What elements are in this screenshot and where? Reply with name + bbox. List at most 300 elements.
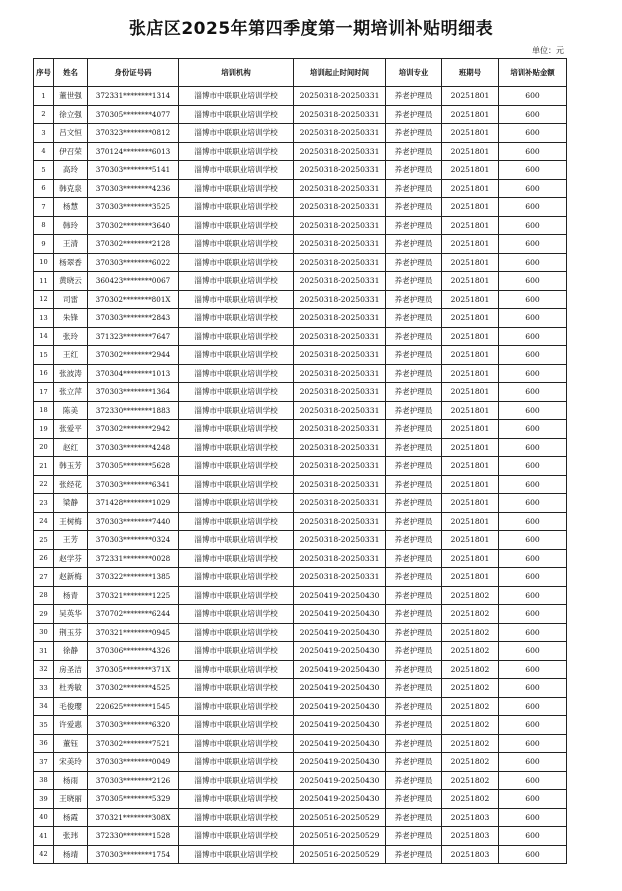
cell-period: 20250318-20250331 — [294, 87, 386, 106]
cell-class-number: 20251801 — [442, 383, 499, 402]
cell-index: 11 — [34, 272, 54, 291]
cell-institution: 淄博市中联职业培训学校 — [179, 346, 294, 365]
cell-period: 20250318-20250331 — [294, 346, 386, 365]
cell-major: 养老护理员 — [386, 401, 442, 420]
header-period: 培训起止时间时间 — [294, 59, 386, 87]
cell-institution: 淄博市中联职业培训学校 — [179, 642, 294, 661]
cell-major: 养老护理员 — [386, 531, 442, 550]
cell-amount: 600 — [499, 512, 567, 531]
cell-class-number: 20251801 — [442, 179, 499, 198]
cell-period: 20250318-20250331 — [294, 272, 386, 291]
table-row — [34, 438, 567, 457]
cell-name: 王晓丽 — [54, 790, 88, 809]
cell-name: 张立萍 — [54, 383, 88, 402]
subsidy-table — [33, 58, 567, 864]
cell-institution: 淄博市中联职业培训学校 — [179, 401, 294, 420]
page-title: 张店区2025年第四季度第一期培训补贴明细表 — [128, 19, 494, 39]
cell-institution: 淄博市中联职业培训学校 — [179, 124, 294, 143]
cell-amount: 600 — [499, 531, 567, 550]
cell-index: 36 — [34, 734, 54, 753]
cell-id-number: 370303********4248 — [88, 438, 179, 457]
cell-amount: 600 — [499, 420, 567, 439]
cell-institution: 淄博市中联职业培训学校 — [179, 142, 294, 161]
cell-name: 徐立强 — [54, 105, 88, 124]
cell-major: 养老护理员 — [386, 494, 442, 513]
cell-amount: 600 — [499, 605, 567, 624]
cell-name: 房圣洁 — [54, 660, 88, 679]
cell-class-number: 20251801 — [442, 364, 499, 383]
cell-institution: 淄博市中联职业培训学校 — [179, 494, 294, 513]
cell-major: 养老护理员 — [386, 142, 442, 161]
cell-amount: 600 — [499, 309, 567, 328]
cell-id-number: 360423********0067 — [88, 272, 179, 291]
cell-name: 许爱惠 — [54, 716, 88, 735]
cell-index: 18 — [34, 401, 54, 420]
cell-id-number: 370302********2128 — [88, 235, 179, 254]
cell-institution: 淄博市中联职业培训学校 — [179, 179, 294, 198]
cell-amount: 600 — [499, 235, 567, 254]
cell-institution: 淄博市中联职业培训学校 — [179, 272, 294, 291]
cell-amount: 600 — [499, 198, 567, 217]
cell-amount: 600 — [499, 327, 567, 346]
cell-period: 20250419-20250430 — [294, 605, 386, 624]
cell-period: 20250318-20250331 — [294, 198, 386, 217]
cell-index: 16 — [34, 364, 54, 383]
cell-major: 养老护理员 — [386, 327, 442, 346]
cell-institution: 淄博市中联职业培训学校 — [179, 771, 294, 790]
cell-index: 10 — [34, 253, 54, 272]
cell-amount: 600 — [499, 142, 567, 161]
unit-label: 单位：元 — [532, 46, 564, 55]
cell-index: 34 — [34, 697, 54, 716]
cell-class-number: 20251801 — [442, 235, 499, 254]
cell-name: 董钰 — [54, 734, 88, 753]
table-row — [34, 716, 567, 735]
cell-id-number: 370702********6244 — [88, 605, 179, 624]
cell-amount: 600 — [499, 216, 567, 235]
table-row — [34, 605, 567, 624]
cell-period: 20250318-20250331 — [294, 568, 386, 587]
cell-class-number: 20251802 — [442, 605, 499, 624]
cell-index: 9 — [34, 235, 54, 254]
cell-institution: 淄博市中联职业培训学校 — [179, 87, 294, 106]
cell-index: 37 — [34, 753, 54, 772]
cell-index: 33 — [34, 679, 54, 698]
cell-id-number: 371428********1029 — [88, 494, 179, 513]
cell-amount: 600 — [499, 549, 567, 568]
table-row — [34, 623, 567, 642]
cell-name: 王清 — [54, 235, 88, 254]
cell-index: 28 — [34, 586, 54, 605]
table-row — [34, 827, 567, 846]
cell-class-number: 20251802 — [442, 734, 499, 753]
cell-institution: 淄博市中联职业培训学校 — [179, 290, 294, 309]
table-row — [34, 124, 567, 143]
cell-index: 15 — [34, 346, 54, 365]
cell-class-number: 20251801 — [442, 549, 499, 568]
cell-class-number: 20251802 — [442, 623, 499, 642]
cell-id-number: 370303********1364 — [88, 383, 179, 402]
cell-major: 养老护理员 — [386, 808, 442, 827]
table-row — [34, 105, 567, 124]
cell-period: 20250419-20250430 — [294, 697, 386, 716]
cell-period: 20250318-20250331 — [294, 309, 386, 328]
cell-name: 梁静 — [54, 494, 88, 513]
table-row — [34, 179, 567, 198]
cell-index: 13 — [34, 309, 54, 328]
cell-amount: 600 — [499, 697, 567, 716]
cell-index: 32 — [34, 660, 54, 679]
cell-class-number: 20251801 — [442, 161, 499, 180]
cell-class-number: 20251802 — [442, 679, 499, 698]
cell-amount: 600 — [499, 771, 567, 790]
cell-index: 14 — [34, 327, 54, 346]
cell-amount: 600 — [499, 87, 567, 106]
table-row — [34, 512, 567, 531]
cell-name: 赵红 — [54, 438, 88, 457]
cell-major: 养老护理员 — [386, 309, 442, 328]
cell-index: 25 — [34, 531, 54, 550]
cell-period: 20250318-20250331 — [294, 327, 386, 346]
cell-institution: 淄博市中联职业培训学校 — [179, 383, 294, 402]
cell-institution: 淄博市中联职业培训学校 — [179, 309, 294, 328]
cell-id-number: 370305********5329 — [88, 790, 179, 809]
cell-amount: 600 — [499, 753, 567, 772]
table-row — [34, 87, 567, 106]
cell-major: 养老护理员 — [386, 660, 442, 679]
cell-major: 养老护理员 — [386, 272, 442, 291]
cell-class-number: 20251801 — [442, 475, 499, 494]
cell-class-number: 20251801 — [442, 124, 499, 143]
cell-index: 31 — [34, 642, 54, 661]
cell-id-number: 372330********1883 — [88, 401, 179, 420]
cell-amount: 600 — [499, 827, 567, 846]
cell-class-number: 20251801 — [442, 272, 499, 291]
cell-id-number: 370303********0049 — [88, 753, 179, 772]
cell-amount: 600 — [499, 475, 567, 494]
cell-major: 养老护理员 — [386, 475, 442, 494]
cell-period: 20250318-20250331 — [294, 420, 386, 439]
cell-class-number: 20251801 — [442, 142, 499, 161]
cell-class-number: 20251802 — [442, 716, 499, 735]
cell-class-number: 20251801 — [442, 512, 499, 531]
cell-period: 20250516-20250529 — [294, 808, 386, 827]
cell-institution: 淄博市中联职业培训学校 — [179, 549, 294, 568]
cell-class-number: 20251801 — [442, 290, 499, 309]
cell-index: 29 — [34, 605, 54, 624]
cell-amount: 600 — [499, 401, 567, 420]
cell-name: 赵新梅 — [54, 568, 88, 587]
cell-index: 38 — [34, 771, 54, 790]
cell-amount: 600 — [499, 438, 567, 457]
cell-class-number: 20251802 — [442, 697, 499, 716]
cell-class-number: 20251801 — [442, 346, 499, 365]
table-row — [34, 142, 567, 161]
table-row — [34, 253, 567, 272]
cell-class-number: 20251802 — [442, 790, 499, 809]
cell-institution: 淄博市中联职业培训学校 — [179, 216, 294, 235]
cell-amount: 600 — [499, 364, 567, 383]
header-index: 序号 — [34, 59, 54, 87]
cell-institution: 淄博市中联职业培训学校 — [179, 531, 294, 550]
cell-institution: 淄博市中联职业培训学校 — [179, 808, 294, 827]
cell-id-number: 370303********7440 — [88, 512, 179, 531]
cell-name: 吕文恒 — [54, 124, 88, 143]
cell-class-number: 20251803 — [442, 827, 499, 846]
cell-id-number: 372331********0028 — [88, 549, 179, 568]
cell-class-number: 20251801 — [442, 253, 499, 272]
cell-period: 20250516-20250529 — [294, 827, 386, 846]
cell-id-number: 371323********7647 — [88, 327, 179, 346]
cell-institution: 淄博市中联职业培训学校 — [179, 568, 294, 587]
cell-major: 养老护理员 — [386, 623, 442, 642]
cell-name: 毛俊璎 — [54, 697, 88, 716]
cell-id-number: 370302********2944 — [88, 346, 179, 365]
cell-name: 徐静 — [54, 642, 88, 661]
table-row — [34, 734, 567, 753]
cell-amount: 600 — [499, 346, 567, 365]
cell-institution: 淄博市中联职业培训学校 — [179, 790, 294, 809]
cell-institution: 淄博市中联职业培训学校 — [179, 623, 294, 642]
cell-id-number: 370303********2126 — [88, 771, 179, 790]
cell-index: 4 — [34, 142, 54, 161]
cell-period: 20250318-20250331 — [294, 549, 386, 568]
table-row — [34, 475, 567, 494]
cell-major: 养老护理员 — [386, 716, 442, 735]
cell-institution: 淄博市中联职业培训学校 — [179, 457, 294, 476]
cell-period: 20250318-20250331 — [294, 531, 386, 550]
cell-index: 12 — [34, 290, 54, 309]
table-row — [34, 290, 567, 309]
cell-institution: 淄博市中联职业培训学校 — [179, 364, 294, 383]
cell-index: 1 — [34, 87, 54, 106]
cell-major: 养老护理员 — [386, 568, 442, 587]
cell-institution: 淄博市中联职业培训学校 — [179, 512, 294, 531]
cell-institution: 淄博市中联职业培训学校 — [179, 660, 294, 679]
cell-id-number: 372330********1528 — [88, 827, 179, 846]
cell-major: 养老护理员 — [386, 105, 442, 124]
cell-period: 20250419-20250430 — [294, 623, 386, 642]
header-subsidy-amount: 培训补贴金额 — [499, 59, 567, 87]
cell-name: 杨慧 — [54, 198, 88, 217]
cell-index: 42 — [34, 845, 54, 864]
cell-class-number: 20251801 — [442, 401, 499, 420]
cell-class-number: 20251801 — [442, 420, 499, 439]
cell-major: 养老护理员 — [386, 790, 442, 809]
cell-institution: 淄博市中联职业培训学校 — [179, 827, 294, 846]
cell-amount: 600 — [499, 179, 567, 198]
table-row — [34, 161, 567, 180]
cell-period: 20250419-20250430 — [294, 771, 386, 790]
cell-amount: 600 — [499, 494, 567, 513]
cell-major: 养老护理员 — [386, 161, 442, 180]
cell-id-number: 370303********6341 — [88, 475, 179, 494]
cell-class-number: 20251801 — [442, 105, 499, 124]
cell-class-number: 20251801 — [442, 494, 499, 513]
cell-major: 养老护理员 — [386, 87, 442, 106]
cell-index: 24 — [34, 512, 54, 531]
cell-amount: 600 — [499, 124, 567, 143]
header-major: 培训专业 — [386, 59, 442, 87]
cell-period: 20250419-20250430 — [294, 642, 386, 661]
cell-institution: 淄博市中联职业培训学校 — [179, 327, 294, 346]
cell-period: 20250419-20250430 — [294, 716, 386, 735]
cell-period: 20250419-20250430 — [294, 790, 386, 809]
cell-index: 19 — [34, 420, 54, 439]
cell-amount: 600 — [499, 623, 567, 642]
cell-period: 20250318-20250331 — [294, 253, 386, 272]
table-row — [34, 568, 567, 587]
cell-name: 杨青 — [54, 586, 88, 605]
cell-id-number: 370303********3525 — [88, 198, 179, 217]
cell-major: 养老护理员 — [386, 642, 442, 661]
cell-index: 20 — [34, 438, 54, 457]
table-row — [34, 235, 567, 254]
cell-major: 养老护理员 — [386, 827, 442, 846]
cell-period: 20250318-20250331 — [294, 494, 386, 513]
cell-id-number: 370302********4525 — [88, 679, 179, 698]
table-row — [34, 198, 567, 217]
cell-period: 20250318-20250331 — [294, 105, 386, 124]
cell-name: 杨靖 — [54, 845, 88, 864]
cell-amount: 600 — [499, 290, 567, 309]
cell-class-number: 20251801 — [442, 198, 499, 217]
cell-institution: 淄博市中联职业培训学校 — [179, 586, 294, 605]
cell-name: 杨霞 — [54, 808, 88, 827]
cell-class-number: 20251801 — [442, 457, 499, 476]
cell-period: 20250318-20250331 — [294, 364, 386, 383]
table-row — [34, 494, 567, 513]
cell-period: 20250318-20250331 — [294, 401, 386, 420]
cell-period: 20250318-20250331 — [294, 124, 386, 143]
cell-period: 20250318-20250331 — [294, 142, 386, 161]
cell-index: 17 — [34, 383, 54, 402]
table-row — [34, 586, 567, 605]
table-row — [34, 216, 567, 235]
table-row — [34, 364, 567, 383]
cell-amount: 600 — [499, 253, 567, 272]
cell-index: 3 — [34, 124, 54, 143]
cell-major: 养老护理员 — [386, 438, 442, 457]
cell-institution: 淄博市中联职业培训学校 — [179, 105, 294, 124]
cell-institution: 淄博市中联职业培训学校 — [179, 198, 294, 217]
cell-major: 养老护理员 — [386, 605, 442, 624]
table-row — [34, 327, 567, 346]
cell-class-number: 20251802 — [442, 660, 499, 679]
cell-amount: 600 — [499, 845, 567, 864]
cell-class-number: 20251803 — [442, 808, 499, 827]
cell-period: 20250318-20250331 — [294, 235, 386, 254]
cell-amount: 600 — [499, 586, 567, 605]
cell-name: 宋美玲 — [54, 753, 88, 772]
cell-id-number: 220625********1545 — [88, 697, 179, 716]
cell-id-number: 370303********4236 — [88, 179, 179, 198]
cell-period: 20250318-20250331 — [294, 290, 386, 309]
cell-major: 养老护理员 — [386, 734, 442, 753]
cell-index: 41 — [34, 827, 54, 846]
cell-index: 22 — [34, 475, 54, 494]
cell-amount: 600 — [499, 734, 567, 753]
header-name: 姓名 — [54, 59, 88, 87]
cell-name: 司雷 — [54, 290, 88, 309]
cell-major: 养老护理员 — [386, 420, 442, 439]
cell-index: 27 — [34, 568, 54, 587]
table-row — [34, 642, 567, 661]
cell-name: 荆玉芬 — [54, 623, 88, 642]
cell-major: 养老护理员 — [386, 179, 442, 198]
cell-name: 杨翠香 — [54, 253, 88, 272]
table-row — [34, 457, 567, 476]
cell-major: 养老护理员 — [386, 364, 442, 383]
table-row — [34, 420, 567, 439]
cell-index: 35 — [34, 716, 54, 735]
cell-major: 养老护理员 — [386, 198, 442, 217]
cell-amount: 600 — [499, 457, 567, 476]
table-row — [34, 845, 567, 864]
cell-class-number: 20251801 — [442, 568, 499, 587]
cell-amount: 600 — [499, 272, 567, 291]
cell-institution: 淄博市中联职业培训学校 — [179, 420, 294, 439]
table-row — [34, 790, 567, 809]
cell-amount: 600 — [499, 383, 567, 402]
cell-name: 高玲 — [54, 161, 88, 180]
cell-name: 韩玉芳 — [54, 457, 88, 476]
cell-amount: 600 — [499, 568, 567, 587]
cell-id-number: 372331********1314 — [88, 87, 179, 106]
cell-index: 6 — [34, 179, 54, 198]
cell-major: 养老护理员 — [386, 290, 442, 309]
cell-id-number: 370321********308X — [88, 808, 179, 827]
cell-period: 20250419-20250430 — [294, 660, 386, 679]
cell-amount: 600 — [499, 790, 567, 809]
cell-name: 朱锋 — [54, 309, 88, 328]
cell-period: 20250318-20250331 — [294, 457, 386, 476]
header-institution: 培训机构 — [179, 59, 294, 87]
cell-class-number: 20251802 — [442, 753, 499, 772]
cell-id-number: 370306********4326 — [88, 642, 179, 661]
cell-institution: 淄博市中联职业培训学校 — [179, 438, 294, 457]
cell-major: 养老护理员 — [386, 679, 442, 698]
cell-id-number: 370303********5141 — [88, 161, 179, 180]
cell-period: 20250318-20250331 — [294, 512, 386, 531]
cell-class-number: 20251801 — [442, 438, 499, 457]
cell-class-number: 20251801 — [442, 327, 499, 346]
cell-period: 20250318-20250331 — [294, 179, 386, 198]
cell-id-number: 370302********3640 — [88, 216, 179, 235]
cell-period: 20250318-20250331 — [294, 438, 386, 457]
cell-index: 8 — [34, 216, 54, 235]
cell-id-number: 370305********5628 — [88, 457, 179, 476]
cell-major: 养老护理员 — [386, 697, 442, 716]
cell-id-number: 370321********1225 — [88, 586, 179, 605]
cell-name: 张玲 — [54, 327, 88, 346]
cell-institution: 淄博市中联职业培训学校 — [179, 734, 294, 753]
cell-major: 养老护理员 — [386, 216, 442, 235]
cell-period: 20250419-20250430 — [294, 753, 386, 772]
cell-name: 张玮 — [54, 827, 88, 846]
cell-institution: 淄博市中联职业培训学校 — [179, 253, 294, 272]
cell-class-number: 20251801 — [442, 309, 499, 328]
cell-major: 养老护理员 — [386, 753, 442, 772]
cell-class-number: 20251802 — [442, 586, 499, 605]
table-row — [34, 808, 567, 827]
table-row — [34, 401, 567, 420]
cell-name: 王树梅 — [54, 512, 88, 531]
table-row — [34, 383, 567, 402]
header-class-number: 班期号 — [442, 59, 499, 87]
cell-id-number: 370304********1013 — [88, 364, 179, 383]
cell-period: 20250318-20250331 — [294, 161, 386, 180]
